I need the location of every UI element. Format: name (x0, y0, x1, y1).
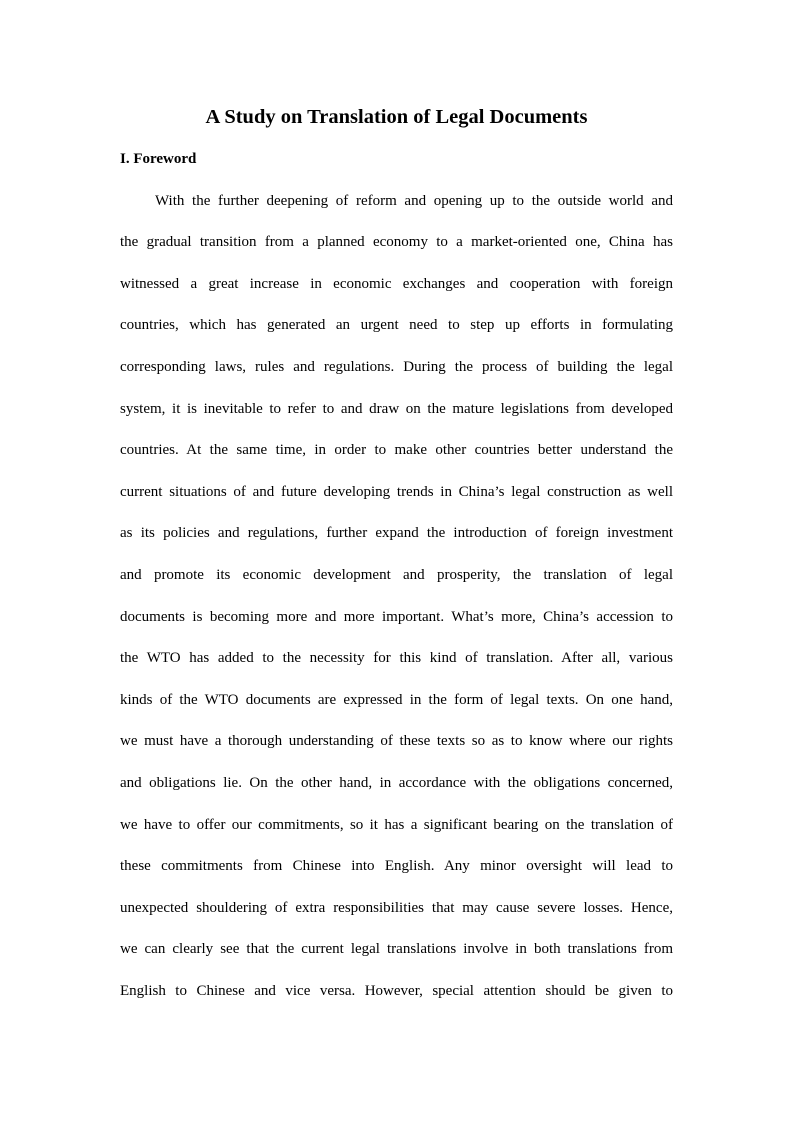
paragraph-line: the WTO has added to the necessity for this kind of translation. After all, various (120, 650, 673, 666)
paragraph-line: we must have a thorough understanding of these texts so as to know where our rights (120, 733, 673, 749)
paragraph-line: we have to offer our commitments, so it has a significant bearing on the translation of (120, 817, 673, 833)
paragraph-line: these commitments from Chinese into English. Any minor oversight will lead to (120, 858, 673, 874)
paragraph-line: and promote its economic development and prosperity, the translation of legal (120, 567, 673, 583)
section-heading: I. Foreword (120, 151, 197, 167)
paragraph-line: and obligations lie. On the other hand, in accordance with the obligations concerned, (120, 775, 673, 791)
paragraph-line: we can clearly see that the current legal translations involve in both translations from (120, 941, 673, 957)
paragraph-line: countries. At the same time, in order to make other countries better understand the (120, 442, 673, 458)
paragraph-line: English to Chinese and vice versa. However, special attention should be given to (120, 983, 673, 999)
paragraph-line: corresponding laws, rules and regulations. During the process of building the legal (120, 359, 673, 375)
paragraph-line: system, it is inevitable to refer to and draw on the mature legislations from developed (120, 401, 673, 417)
paragraph-line: With the further deepening of reform and opening up to the outside world and (155, 193, 673, 209)
paragraph-line: current situations of and future developing trends in China’s legal construction as well (120, 484, 673, 500)
paragraph-line: countries, which has generated an urgent need to step up efforts in formulating (120, 317, 673, 333)
paragraph-line: witnessed a great increase in economic exchanges and cooperation with foreign (120, 276, 673, 292)
paragraph-line: kinds of the WTO documents are expressed in the form of legal texts. On one hand, (120, 692, 673, 708)
document-title: A Study on Translation of Legal Documents (205, 106, 588, 128)
paragraph-line: as its policies and regulations, further expand the introduction of foreign investment (120, 525, 673, 541)
paragraph-line: documents is becoming more and more important. What’s more, China’s accession to (120, 609, 673, 625)
paragraph-line: unexpected shouldering of extra responsibilities that may cause severe losses. Hence, (120, 900, 673, 916)
paragraph-line: the gradual transition from a planned economy to a market-oriented one, China has (120, 234, 673, 250)
